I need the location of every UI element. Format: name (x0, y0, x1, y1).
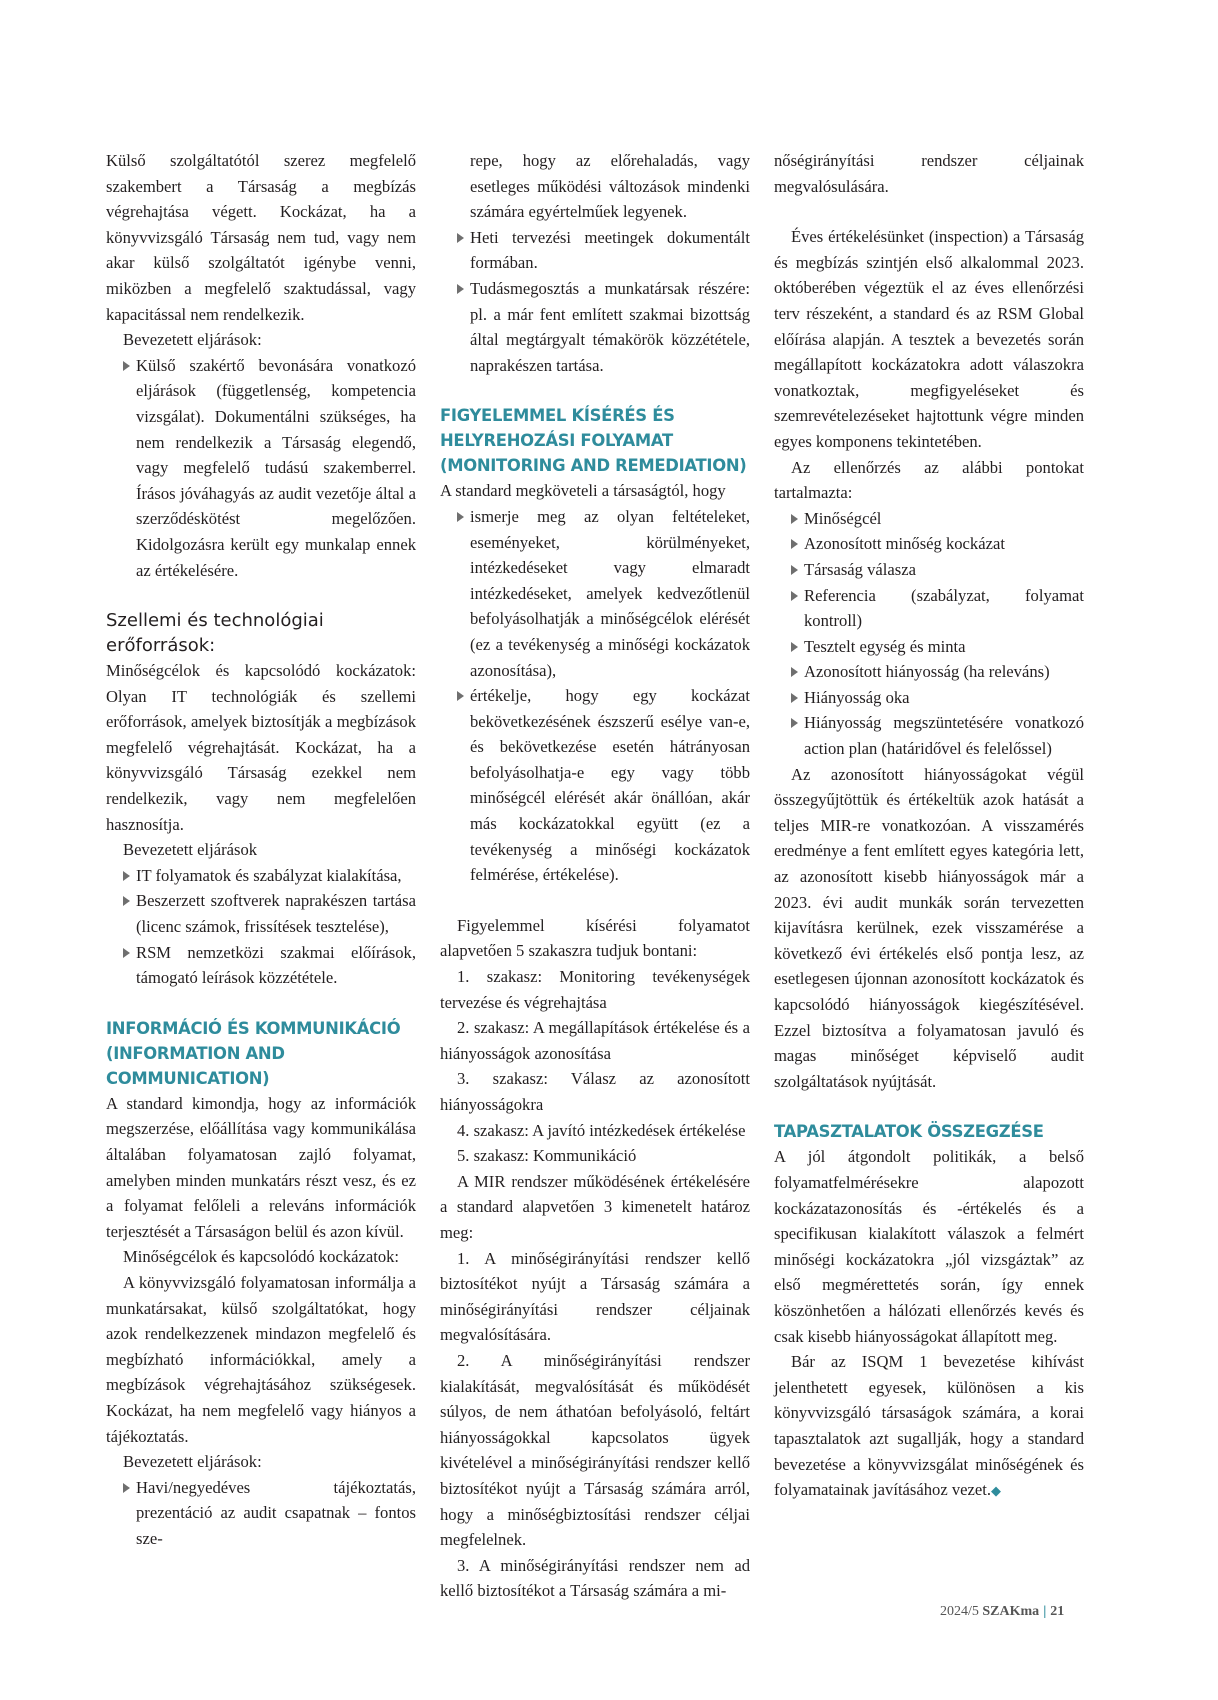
folio-separator: | (1043, 1604, 1047, 1619)
paragraph: Figyelemmel kísérési folyamatot alapvetően 5 szakaszra tudjuk bontani: (440, 915, 750, 961)
paragraph: A könyvvizsgáló folyamatosan informálja a munkatársakat, külső szolgáltatókat, hogy azok rendelkezzenek mindazon megfelelő és megbízható információkkal, amely a megbízások végrehajtásához szükségesek. Kockázat, ha nem megfelelő vagy hiányos a tájékoztatás. (106, 1272, 416, 1446)
paragraph: Minőségcélok és kapcsolódó kockázatok: Olyan IT technológiák és szellemi erőforrások, amelyek biztosítják a megbízások megfelelő végrehajtását. Kockázat, ha a könyvvizsgáló Társaság ezekkel nem rendelkezik, vagy nem megfelelően hasznosítja. (106, 661, 416, 834)
bullet-arrow-icon (791, 514, 798, 524)
list-item: Hiányosság oka (774, 685, 1084, 711)
bullet-arrow-icon (123, 361, 130, 371)
bullet-arrow-icon (791, 693, 798, 703)
list-item: Havi/negyedéves tájékoztatás, prezentáció az audit csapatnak – fontos sze- (106, 1475, 416, 1552)
list-item: Tudásmegosztás a munkatársak részére: pl. a már fent említett szakmai bizottság által megtárgyalt témakörök közzététele, naprakészen tartása. (440, 276, 750, 378)
paragraph: A standard kimondja, hogy az információk megszerzése, előállítása vagy kommunikálása általában folyamatosan zajló folyamat, amelyben minden munkatárs részt vesz, és ez a folyamat felőleli a releváns információk terjesztését a Társaságon belül és azon kívül. (106, 1093, 416, 1241)
bullet-arrow-icon (457, 233, 464, 243)
paragraph: 3. A minőségirányítási rendszer nem ad kellő biztosítékot a Társaság számára a mi- (440, 1555, 750, 1601)
bullet-arrow-icon (791, 591, 798, 601)
end-mark-icon: ◆ (991, 1483, 1001, 1499)
list-item: értékelje, hogy egy kockázat bekövetkezésének észszerű esélye van-e, és bekövetkezése esetén hátrányosan befolyásolhatja-e egy vagy több minőségcél elérését akár önállóan, akár más kockázatokkal együtt (ez a tevékenység a minőségi kockázatok felmérése, értékelése). (440, 683, 750, 888)
paragraph: 1. A minőségirányítási rendszer kellő biztosítékot nyújt a Társaság számára a minőségirányítási rendszer céljainak megvalósítására. (440, 1248, 750, 1345)
list-item: Minőségcél (774, 506, 1084, 532)
procedures-intro: Bevezetett eljárások: (123, 1452, 262, 1472)
section-heading: FIGYELEMMEL KÍSÉRÉS ÉS HELYREHOZÁSI FOLYAMAT (MONITORING AND REMEDIATION) (440, 406, 747, 476)
bullet-arrow-icon (123, 1483, 130, 1493)
paragraph: Az azonosított hiányosságokat végül összegyűjtöttük és értékeltük azok hatását a teljes MIR-re vonatkozóan. A visszamérés eredménye a fent említett egyes kategória lett, az azonosított kisebb hiányosságok már a 2023. évi audit munkák során tervezetten kijavításra kerülnek, ezek visszamérése a következő évi értékelés első pontja lesz, az esetlegesen újonnan azonosított kockázatok és kapcsolódó hiányosságok kiegészítésével. Ezzel biztosítva a folyamatosan javuló és magas minőséget képviselő audit szolgáltatások nyújtását. (774, 764, 1084, 1091)
list-item: Tesztelt egység és minta (774, 634, 1084, 660)
bullet-arrow-icon (123, 896, 130, 906)
section-subheading: Szellemi és technológiai erőforrások: (106, 610, 324, 657)
list-item: 1. szakasz: Monitoring tevékenységek tervezése és végrehajtása (440, 967, 750, 1012)
list-item: repe, hogy az előrehaladás, vagy esetleges működési változások mindenki számára egyértelműek legyenek. (470, 151, 750, 222)
section-heading: INFORMÁCIÓ ÉS KOMMUNIKÁCIÓ (INFORMATION AND COMMUNICATION) (106, 1018, 401, 1088)
list-item: Beszerzett szoftverek naprakészen tartása (licenc számok, frissítések tesztelése), (106, 888, 416, 939)
bullet-arrow-icon (791, 565, 798, 575)
paragraph: nőségirányítási rendszer céljainak megvalósulására. (774, 151, 1084, 196)
list-item: Külső szakértő bevonására vonatkozó eljárások (függetlenség, kompetencia vizsgálat). Dokumentálni szükséges, ha nem rendelkezik a Társaság elegendő, vagy megfelelő tudású szakemberrel. Írásos jóváhagyás az audit vezetője által a szerződéskötést megelőzően. Kidolgozásra került egy munkalap ennek az értékelésére. (106, 353, 416, 583)
bullet-list (106, 353, 416, 583)
bullet-arrow-icon (791, 718, 798, 728)
procedures-intro: Bevezetett eljárások (123, 840, 258, 860)
bullet-list (440, 504, 750, 888)
bullet-arrow-icon (457, 691, 464, 701)
paragraph: Külső szolgáltatótól szerez megfelelő szakembert a Társaság a megbízás végrehajtása végett. Kockázat, ha a könyvvizsgáló Társaság nem tud, vagy nem akar külső szolgáltatót igénybe venni, miközben a megfelelő szaktudással, vagy kapacitással nem rendelkezik. (106, 151, 416, 324)
paragraph: Minőségcélok és kapcsolódó kockázatok: (123, 1247, 400, 1267)
list-item: Azonosított hiányosság (ha releváns) (774, 659, 1084, 685)
section-heading: TAPASZTALATOK ÖSSZEGZÉSE (774, 1122, 1044, 1142)
bullet-arrow-icon (123, 948, 130, 958)
paragraph: A standard megköveteli a társaságtól, hogy (440, 481, 726, 501)
list-item: Referencia (szabályzat, folyamat kontroll) (774, 583, 1084, 634)
list-item: 5. szakasz: Kommunikáció (457, 1146, 637, 1166)
paragraph: Bár az ISQM 1 bevezetése kihívást jelenthetett egyesek, különösen a kis könyvvizsgáló társaságok számára, a korai tapasztalatok azt sugallják, hogy a standard bevezetése a könyvvizsgálat minőségének és folyamatainak javításához vezet.◆ (774, 1352, 1084, 1500)
bullet-list (774, 506, 1084, 762)
bullet-list (106, 1475, 416, 1552)
list-item: ismerje meg az olyan feltételeket, eseményeket, körülményeket, intézkedéseket vagy elmaradt intézkedéseket, amelyek kedvezőtlenül befolyásolhatják a minőségcélok elérését (ez a tevékenység a minőségi kockázatok azonosítása), (440, 504, 750, 683)
bullet-arrow-icon (791, 667, 798, 677)
list-item: 3. szakasz: Válasz az azonosított hiányosságokra (440, 1069, 750, 1114)
column-3 (774, 148, 1084, 1504)
paragraph: A MIR rendszer működésének értékelésére a standard alapvetően 3 kimenetelt határoz meg: (440, 1171, 750, 1242)
page-folio (940, 1604, 1180, 1620)
column-2 (440, 148, 750, 1604)
bullet-arrow-icon (457, 512, 464, 522)
list-item: 2. szakasz: A megállapítások értékelése és a hiányosságok azonosítása (440, 1018, 750, 1063)
procedures-intro: Bevezetett eljárások: (123, 330, 262, 350)
issue-number: 2024/5 (940, 1604, 979, 1619)
list-item: 4. szakasz: A javító intézkedések értékelése (457, 1120, 746, 1140)
list-item: IT folyamatok és szabályzat kialakítása, (106, 863, 416, 889)
list-item: Társaság válasza (774, 557, 1084, 583)
list-item: RSM nemzetközi szakmai előírások, támogató leírások közzététele. (106, 940, 416, 991)
list-item: Hiányosság megszüntetésére vonatkozó action plan (határidővel és felelőssel) (774, 710, 1084, 761)
bullet-arrow-icon (791, 642, 798, 652)
bullet-arrow-icon (457, 284, 464, 294)
list-item: Heti tervezési meetingek dokumentált formában. (440, 225, 750, 276)
list-item: Azonosított minőség kockázat (774, 531, 1084, 557)
paragraph: Éves értékelésünket (inspection) a Társaság és megbízás szintjén első alkalommal 2023. októberében végeztük el az éves ellenőrzési terv részeként, a standard és az RSM Global előírása alapján. A tesztek a bevezetés során megállapított kockázatokra adott válaszokra vonatkoztak, megfigyeléseket és szemrevételezéseket hajtottunk végre minden egyes komponens tekintetében. (774, 227, 1084, 451)
bullet-list (440, 148, 750, 378)
paragraph: Az ellenőrzés az alábbi pontokat tartalmazta: (774, 457, 1084, 503)
bullet-arrow-icon (123, 871, 130, 881)
page-number: 21 (1050, 1604, 1065, 1619)
paragraph: A jól átgondolt politikák, a belső folyamatfelmérésekre alapozott kockázatazonosítás és -értékelés és a specifikusan kialakított válaszok a felmért minőségi kockázatokra „jól vizsgáztak” az első megmérettetés során, így ennek köszönhetően a hálózati ellenőrzés kevés és csak kisebb hiányosságokat állapított meg. (774, 1147, 1084, 1346)
bullet-arrow-icon (791, 539, 798, 549)
magazine-name: SZAKma (982, 1604, 1040, 1619)
paragraph: 2. A minőségirányítási rendszer kialakítását, megvalósítását és működését súlyos, de nem áthatóan befolyásoló, feltárt hiányosságokkal kapcsolatos ügyek kivételével a minőségirányítási rendszer kellő biztosítékot nyújt a Társaság számára arról, hogy a minőségbiztosítási rendszer céljai megfelelnek. (440, 1350, 750, 1550)
column-1 (106, 148, 416, 1552)
bullet-list (106, 863, 416, 991)
